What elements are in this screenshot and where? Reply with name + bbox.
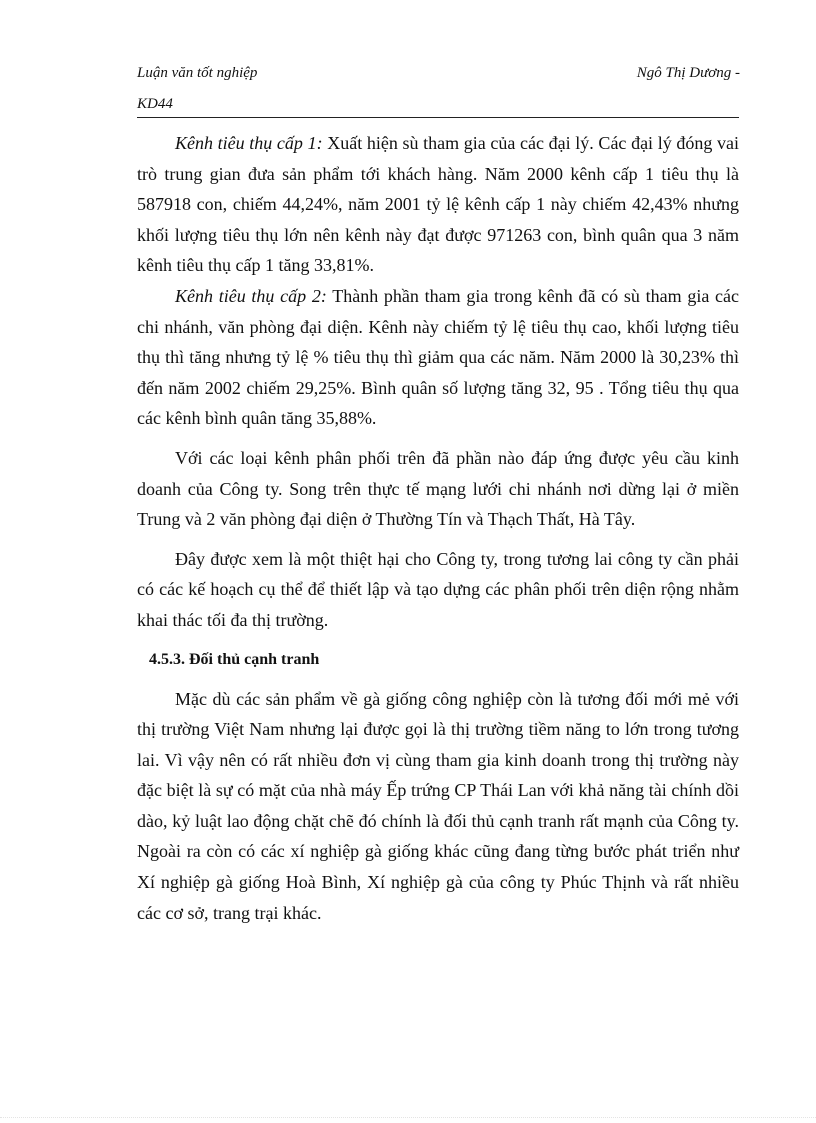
header-class-code: KD44: [137, 96, 173, 112]
paragraph-distribution-channels: Với các loại kênh phân phối trên đã phần nào đáp ứng được yêu cầu kinh doanh của Công ty. Song trên thực tế mạng lưới chi nhánh nơi dừng lại ở miền Trung và 2 văn phòng đại diện ở Thường Tín và Thạch Thất, Hà Tây.: [137, 447, 739, 530]
section-heading-competitors: 4.5.3. Đối thủ cạnh tranh: [149, 650, 320, 668]
header-divider: [137, 117, 739, 118]
paragraph-damage-assessment: Đây được xem là một thiệt hại cho Công ty, trong tương lai công ty cần phải có các kế hoạch cụ thể để thiết lập và tạo dựng các phân phối trên diện rộng nhằm khai thác tối đa thị trường.: [137, 548, 739, 630]
document-body: [137, 128, 739, 928]
paragraph-competitors: Mặc dù các sản phẩm về gà giống công nghiệp còn là tương đối mới mẻ với thị trường Việt Nam nhưng lại được gọi là thị trường tiềm năng to lớn trong tương lai. Vì vậy nên có rất nhiều đơn vị cùng tham gia kinh doanh trong thị trường này đặc biệt là sự có mặt của nhà máy Ếp trứng CP Thái Lan với khả năng tài chính dồi dào, kỷ luật lao động chặt chẽ đó chính là đối thủ cạnh tranh rất mạnh của Công ty. Ngoài ra còn có các xí nghiệp gà giống khác cũng đang từng bước phát triển như Xí nghiệp gà giống Hoà Bình, Xí nghiệp gà của công ty Phúc Thịnh và rất nhiều các cơ sở, trang trại khác.: [137, 688, 739, 923]
channel-level-1-text: Xuất hiện sù tham gia của các đại lý. Các đại lý đóng vai trò trung gian đưa sản phẩm tới khách hàng. Năm 2000 kênh cấp 1 tiêu thụ là 587918 con, chiếm 44,24%, năm 2001 tỷ lệ kênh cấp 1 này chiếm 42,43% nhưng khối lượng tiêu thụ lớn nên kênh này đạt được 971263 con, bình quân qua 3 năm kênh tiêu thụ cấp 1 tăng 33,81%.: [137, 133, 739, 276]
header-author: Ngô Thị Dương -: [636, 65, 740, 81]
channel-level-2-text: Thành phần tham gia trong kênh đã có sù tham gia các chi nhánh, văn phòng đại diện. Kênh này chiếm tỷ lệ tiêu thụ cao, khối lượng tiêu thụ thì tăng nhưng tỷ lệ % tiêu thụ thì giảm qua các năm. Năm 2000 là 30,23% thì đến năm 2002 chiếm 29,25%. Bình quân số lượng tăng 32, 95 . Tổng tiêu thụ qua các kênh bình quân tăng 35,88%.: [137, 285, 739, 429]
paragraph-gap: [137, 434, 739, 443]
paragraph-gap: [137, 535, 739, 544]
paragraph-gap: [137, 636, 739, 645]
channel-level-2-lead: Kênh tiêu thụ cấp 2:: [175, 285, 327, 306]
paragraph-gap: [137, 675, 739, 684]
paragraph-channel-level-1: [137, 128, 739, 281]
header-thesis-title: Luận văn tốt nghiệp: [137, 65, 258, 81]
page-bottom-border: [0, 1117, 816, 1118]
paragraph-channel-level-2: [137, 281, 739, 434]
channel-level-1-lead: Kênh tiêu thụ cấp 1:: [175, 133, 323, 153]
